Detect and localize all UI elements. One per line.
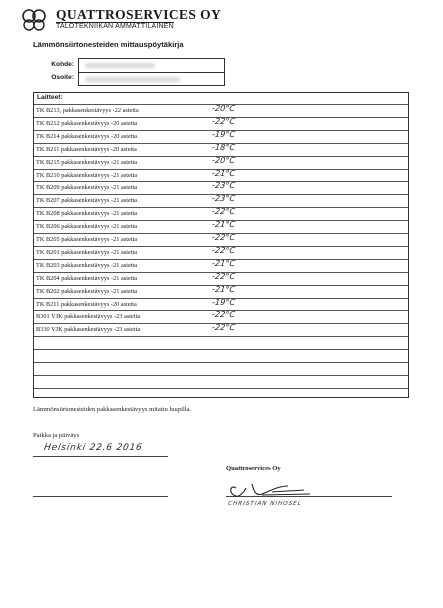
logo-rings-icon <box>22 7 60 31</box>
devices-header: Laitteet: <box>37 94 63 101</box>
measured-value: -22°C <box>211 206 236 217</box>
redacted-kohde <box>85 63 155 68</box>
document-title: Lämmönsiirtonesteiden mittauspöytäkirja <box>33 40 184 49</box>
measured-value: -23°C <box>211 193 236 204</box>
measured-value: -18°C <box>211 141 236 152</box>
table-row <box>34 104 408 117</box>
measured-value: -23°C <box>211 180 236 191</box>
table-row <box>34 285 408 298</box>
device-label: TK B208 pakkasenkestävyys -21 astetta <box>36 210 138 218</box>
measured-value: -20°C <box>211 154 236 165</box>
device-label: TK B202 pakkasenkestävyys -21 astetta <box>36 287 138 295</box>
device-label: TK B213, pakkasenkestävyys -22 astetta <box>36 107 139 114</box>
device-label: TK B210 pakkasenkestävyys -21 astetta <box>36 171 138 179</box>
company-name: QUATTROSERVICES OY <box>56 7 222 22</box>
table-row <box>34 259 408 272</box>
measured-value: -22°C <box>211 322 236 333</box>
table-row <box>34 117 408 130</box>
measured-value: -21°C <box>211 257 236 268</box>
measured-value: -19°C <box>211 128 236 139</box>
company-tagline: TALOTEKNIIKAN AMMATTILAINEN <box>56 23 174 30</box>
device-label: TK B205 pakkasenkestävyys -21 astetta <box>36 236 138 243</box>
kohde-label: Kohde: <box>51 61 74 68</box>
device-label: TK B211 pakkasenkestävyys -20 astetta <box>36 145 137 153</box>
kohde-osoite-box <box>78 58 225 86</box>
table-row <box>34 362 408 375</box>
signer-name: CHRISTIAN NIHOSEL <box>227 501 303 507</box>
table-row <box>34 233 408 246</box>
measured-value: -19°C <box>211 296 236 307</box>
measured-value: -20°C <box>211 103 236 113</box>
device-label: TK B211 pakkasenkestävyys -20 astetta <box>36 300 137 308</box>
table-row <box>34 388 408 401</box>
table-row <box>34 143 408 156</box>
table-row <box>34 156 408 169</box>
measured-value: -21°C <box>211 283 236 294</box>
table-row <box>34 375 408 388</box>
osoite-label: Osoite: <box>51 74 74 81</box>
device-label: TK B212 pakkasenkestävyys -20 astetta <box>36 119 138 127</box>
measured-value: -22°C <box>211 270 236 281</box>
info-box-divider <box>79 72 224 73</box>
device-label: TK B201 pakkasenkestävyys -21 astetta <box>36 248 138 256</box>
measured-value: -22°C <box>211 115 236 126</box>
place-date-value: Helsinki 22.6 2016 <box>43 443 144 453</box>
place-date-line <box>33 456 168 457</box>
table-row <box>34 323 408 336</box>
measured-value: -22°C <box>211 244 236 255</box>
table-row <box>34 349 408 362</box>
device-label: TK B207 pakkasenkestävyys -21 astetta <box>36 197 138 205</box>
devices-table <box>33 92 409 398</box>
signature-company: Quattroservices Oy <box>226 465 281 472</box>
place-date-label: Paikka ja päiväys <box>33 432 80 439</box>
measured-value: -21°C <box>211 167 236 178</box>
table-row <box>34 246 408 259</box>
company-logo <box>22 7 222 31</box>
measurement-note: Lämmönsiirtonesteiden pakkasenkestävyys mitattu luupilla. <box>33 406 192 413</box>
device-label: B330 VJK pakkasenkestävyys -23 astetta <box>36 326 141 334</box>
table-row <box>34 272 408 285</box>
measured-value: -22°C <box>211 232 236 242</box>
table-row <box>34 336 408 349</box>
device-label: TK B209 pakkasenkestävyys -21 astetta <box>36 184 138 192</box>
device-label: TK B206 pakkasenkestävyys -21 astetta <box>36 223 138 231</box>
device-label: TK B214 pakkasenkestävyys -20 astetta <box>36 132 138 140</box>
device-label: TK B215 pakkasenkestävyys -21 astetta <box>36 158 138 166</box>
measured-value: -21°C <box>211 219 236 230</box>
left-signature-line <box>33 496 168 497</box>
table-row <box>34 130 408 143</box>
device-label: B301 VJK pakkasenkestävyys -23 astetta <box>36 313 141 321</box>
redacted-osoite <box>85 77 180 82</box>
device-label: TK B203 pakkasenkestävyys -21 astetta <box>36 261 138 269</box>
measured-value: -22°C <box>211 309 236 320</box>
device-label: TK B204 pakkasenkestävyys -21 astetta <box>36 274 138 282</box>
